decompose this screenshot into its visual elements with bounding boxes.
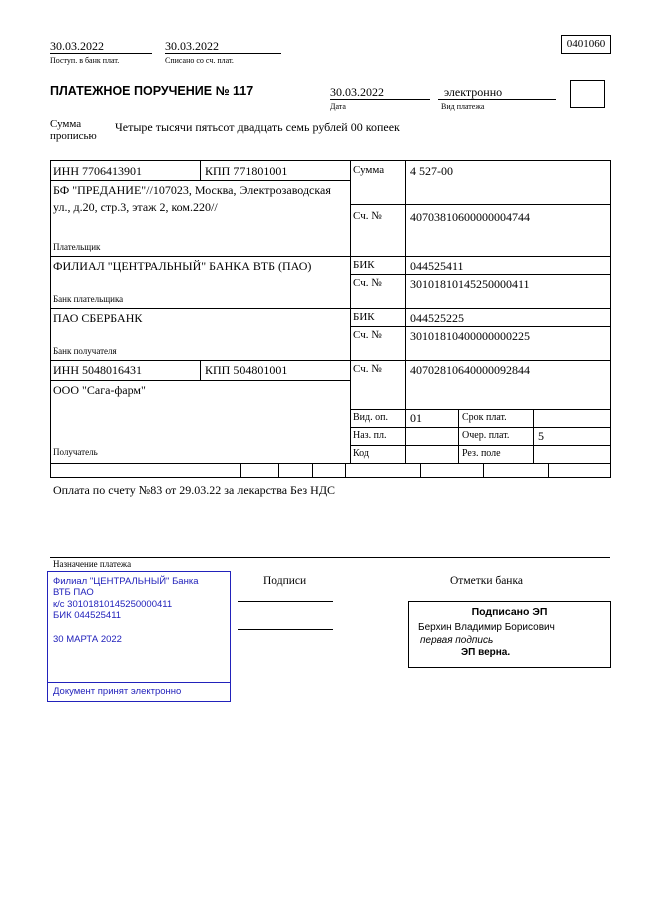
grid-line-v (278, 463, 279, 478)
amount-value: 4 527-00 (410, 164, 453, 178)
payment-kind: электронно (444, 85, 503, 99)
grid-line-v (610, 160, 611, 478)
grid-line-v (200, 160, 201, 181)
order-date-label: Дата (330, 102, 346, 111)
grid-line-h (50, 160, 610, 161)
payee-account-label: Сч. № (353, 363, 382, 375)
payer-account-label: Сч. № (353, 210, 382, 222)
payer-bank-account: 30101810145250000411 (410, 277, 530, 291)
payee-account: 40702810640000092844 (410, 363, 530, 377)
payer-bank-account-label: Сч. № (353, 277, 382, 289)
payment-priority-value: 5 (538, 429, 544, 443)
stamp-date: 30 МАРТА 2022 (53, 633, 122, 645)
amount-in-words: Четыре тысячи пятьсот двадцать семь рублей 00 копеек (115, 120, 400, 134)
receipt-date: 30.03.2022 (50, 39, 104, 53)
payment-kind-label: Вид платежа (441, 102, 485, 111)
stamp-note: Документ принят электронно (48, 682, 230, 701)
grid-line-v (345, 463, 346, 478)
grid-line-h (50, 360, 610, 361)
payee-name: ООО "Сага-фарм" (53, 383, 146, 397)
grid-line-h (350, 427, 610, 428)
grid-line-v (420, 463, 421, 478)
esign-signer-name: Берхин Владимир Борисович (418, 622, 555, 634)
grid-line-h (350, 445, 610, 446)
grid-line-h (350, 274, 610, 275)
payer-bank-section-label: Банк плательщика (53, 294, 124, 304)
payment-purpose-text: Оплата по счету №83 от 29.03.22 за лекарства Без НДС (53, 483, 336, 497)
payee-bank-bik: 044525225 (410, 311, 464, 325)
payment-purpose-label: Назначение платежа (53, 559, 132, 569)
payer-kpp: КПП 771801001 (205, 164, 288, 178)
payer-inn: ИНН 7706413901 (53, 164, 142, 178)
payer-bank-bik: 044525411 (410, 259, 464, 273)
payee-bank-bik-label: БИК (353, 311, 375, 323)
payee-bank-account: 30101810400000000225 (410, 329, 530, 343)
esign-status: ЭП верна. (461, 647, 511, 659)
status-box (570, 80, 605, 108)
debit-date-label: Списано со сч. плат. (165, 56, 234, 65)
code-label: Код (353, 448, 369, 459)
grid-line-h (165, 53, 281, 54)
grid-line-h (438, 99, 556, 100)
debit-date: 30.03.2022 (165, 39, 219, 53)
esign-signature-role: первая подпись (420, 634, 494, 646)
payer-bank-bik-label: БИК (353, 259, 375, 271)
payee-bank-section-label: Банк получателя (53, 346, 117, 356)
grid-line-h (350, 409, 610, 410)
grid-line-v (200, 360, 201, 381)
bank-stamp (47, 571, 231, 702)
grid-line-h (350, 326, 610, 327)
grid-line-h (50, 557, 610, 558)
receipt-date-label: Поступ. в банк плат. (50, 56, 120, 65)
payee-section-label: Получатель (53, 447, 98, 457)
payer-name: БФ "ПРЕДАНИЕ"//107023, Москва, Электрозаводская ул., д.20, стр.3, этаж 2, ком.220// (53, 183, 331, 214)
grid-line-v (548, 463, 549, 478)
esign-title: Подписано ЭП (471, 606, 548, 618)
payee-bank-account-label: Сч. № (353, 329, 382, 341)
stamp-bik: БИК 044525411 (53, 610, 122, 622)
reserve-field-label: Рез. поле (462, 448, 501, 459)
stamp-bank-name: Филиал "ЦЕНТРАЛЬНЫЙ" Банка ВТБ ПАО (53, 576, 199, 599)
payment-term-label: Срок плат. (462, 412, 507, 423)
grid-line-v (50, 160, 51, 478)
grid-line-h (50, 256, 610, 257)
payer-account: 40703810600000004744 (410, 210, 530, 224)
grid-line-h (238, 629, 333, 630)
grid-line-v (458, 409, 459, 464)
grid-line-h (50, 53, 152, 54)
grid-line-h (50, 308, 610, 309)
bank-marks-header: Отметки банка (450, 575, 523, 587)
amount-label: Сумма (353, 164, 385, 176)
payee-bank-name: ПАО СБЕРБАНК (53, 311, 143, 325)
grid-line-h (238, 601, 333, 602)
amount-words-label-2: прописью (50, 130, 97, 142)
form-code: 0401060 (561, 35, 611, 54)
grid-line-v (405, 160, 406, 464)
grid-line-v (240, 463, 241, 478)
operation-kind-label: Вид. оп. (353, 412, 388, 423)
payer-bank-name: ФИЛИАЛ "ЦЕНТРАЛЬНЫЙ" БАНКА ВТБ (ПАО) (53, 259, 312, 273)
grid-line-v (350, 160, 351, 464)
payment-order-title: ПЛАТЕЖНОЕ ПОРУЧЕНИЕ № 117 (50, 84, 254, 98)
payee-kpp: КПП 504801001 (205, 363, 288, 377)
payment-purpose-code-label: Наз. пл. (353, 430, 387, 441)
order-date: 30.03.2022 (330, 85, 384, 99)
grid-line-h (350, 204, 610, 205)
payer-section-label: Плательщик (53, 242, 101, 252)
signatures-header: Подписи (263, 575, 307, 587)
grid-line-v (533, 409, 534, 464)
esign-block (408, 601, 611, 668)
stamp-corr-account: к/с 30101810145250000411 (53, 598, 173, 610)
grid-line-h (50, 477, 611, 478)
grid-line-v (312, 463, 313, 478)
payee-inn: ИНН 5048016431 (53, 363, 142, 377)
operation-kind-value: 01 (410, 411, 422, 425)
payment-priority-label: Очер. плат. (462, 430, 510, 441)
grid-line-h (50, 463, 610, 464)
grid-line-v (483, 463, 484, 478)
amount-words-label-1: Сумма (50, 118, 82, 130)
grid-line-h (330, 99, 430, 100)
